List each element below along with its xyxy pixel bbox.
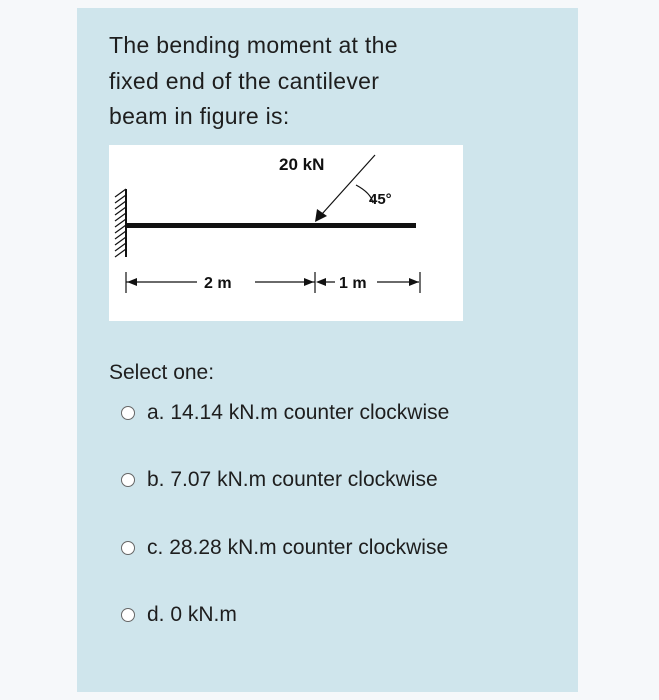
option-b-text: b. 7.07 kN.m counter clockwise	[147, 468, 438, 491]
radio-icon[interactable]	[121, 541, 135, 555]
option-b[interactable]	[121, 468, 438, 492]
option-a[interactable]	[121, 401, 449, 425]
question-line-2: fixed end of the cantilever	[109, 67, 380, 94]
dimension-left-label: 2 m	[204, 275, 232, 292]
option-d[interactable]	[121, 603, 237, 627]
dimension-lines	[126, 272, 420, 293]
question-line-1: The bending moment at the	[109, 32, 398, 58]
option-c[interactable]	[121, 536, 448, 560]
radio-icon[interactable]	[121, 406, 135, 420]
fixed-support	[115, 189, 126, 257]
force-label: 20 kN	[279, 155, 325, 174]
select-one-label: Select one:	[109, 361, 215, 384]
dimension-right-label: 1 m	[339, 275, 367, 292]
option-d-text: d. 0 kN.m	[147, 603, 237, 626]
radio-icon[interactable]	[121, 473, 135, 487]
beam	[126, 223, 416, 228]
option-c-text: c. 28.28 kN.m counter clockwise	[147, 536, 449, 559]
radio-icon[interactable]	[121, 608, 135, 622]
option-a-text: a. 14.14 kN.m counter clockwise	[147, 401, 450, 424]
beam-figure	[109, 145, 463, 321]
question-card	[77, 8, 578, 692]
angle-label: 45°	[369, 191, 392, 208]
cantilever-diagram	[109, 145, 463, 321]
question-line-3: beam in figure is:	[109, 103, 290, 129]
question-text	[109, 28, 529, 135]
